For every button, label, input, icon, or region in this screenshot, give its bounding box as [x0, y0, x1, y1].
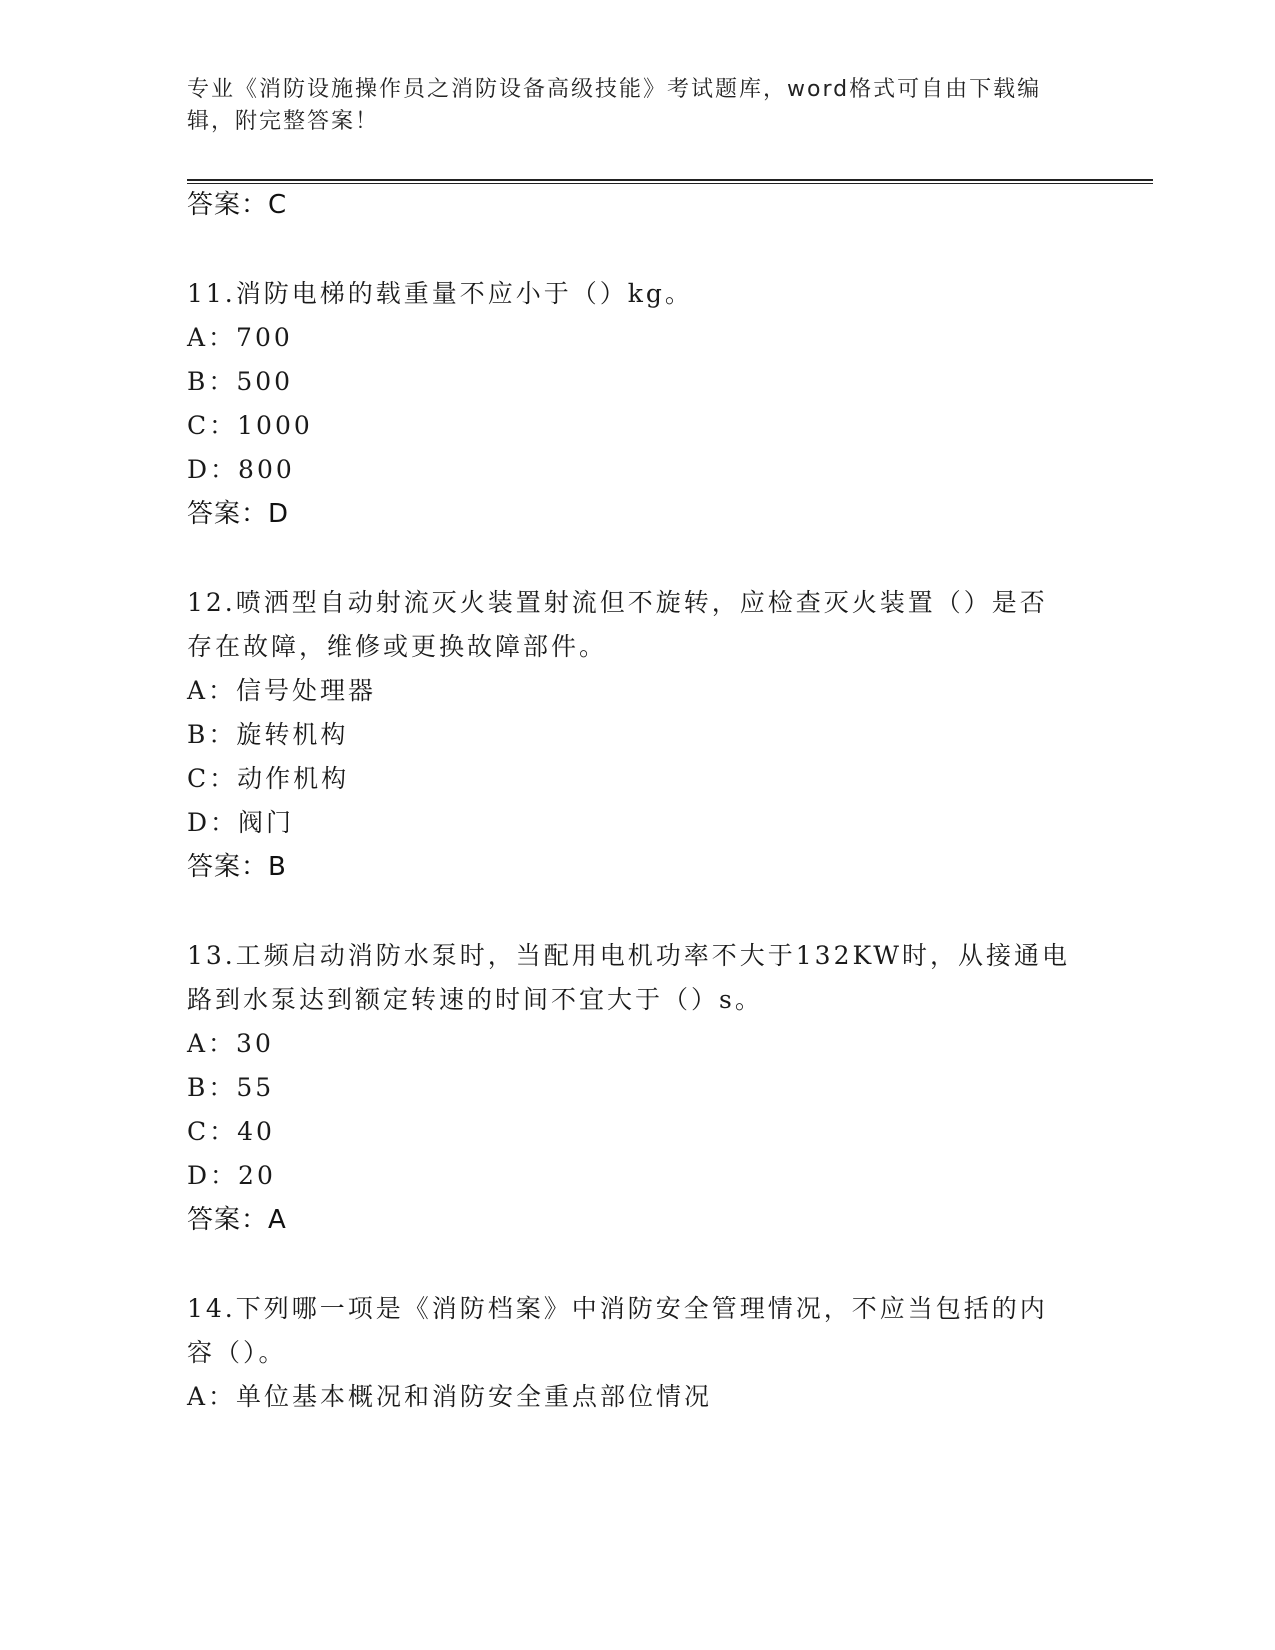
question-11-text: 11.消防电梯的载重量不应小于（）kg。: [187, 279, 693, 308]
question-12-text-line-1: 12.喷洒型自动射流灭火装置射流但不旋转，应检查灭火装置（）是否: [187, 588, 1048, 617]
answer-value: C: [268, 190, 288, 220]
header-rule-thick: [187, 179, 1153, 181]
question-12-option-a: A：信号处理器: [187, 676, 377, 705]
question-13-text-line-1: 13.工频启动消防水泵时，当配用电机功率不大于132KW时，从接通电: [187, 941, 1070, 970]
answer-value: D: [268, 499, 290, 529]
question-13-option-b: B：55: [187, 1073, 275, 1102]
question-11-answer: [187, 499, 289, 529]
answer-label: 答案：: [187, 190, 269, 220]
question-13-option-d: D：20: [187, 1161, 276, 1190]
question-14-text-line-2: 容（）。: [187, 1338, 287, 1367]
question-13-answer: [187, 1205, 287, 1235]
question-13-option-c: C：40: [187, 1117, 275, 1146]
header-rule-thin: [187, 183, 1153, 184]
question-12-option-d: D：阀门: [187, 808, 295, 837]
question-11-option-a: A：700: [187, 323, 293, 352]
answer-value: A: [268, 1205, 287, 1235]
question-11-option-b: B：500: [187, 367, 294, 396]
answer-label: 答案：: [187, 1205, 269, 1235]
question-12-answer: [187, 852, 287, 882]
question-14-option-a: A：单位基本概况和消防安全重点部位情况: [187, 1382, 713, 1411]
question-12-option-b: B：旋转机构: [187, 720, 349, 749]
question-13-text-line-2: 路到水泵达到额定转速的时间不宜大于（）s。: [187, 985, 763, 1014]
answer-prev: [187, 190, 287, 220]
answer-label: 答案：: [187, 499, 269, 529]
question-12-text-line-2: 存在故障，维修或更换故障部件。: [187, 632, 608, 661]
answer-value: B: [268, 852, 287, 882]
question-12-option-c: C：动作机构: [187, 764, 350, 793]
answer-label: 答案：: [187, 852, 269, 882]
document-header: 专业《消防设施操作员之消防设备高级技能》考试题库，word格式可自由下载编辑，附完整答案！: [187, 77, 1042, 134]
question-13-option-a: A：30: [187, 1029, 274, 1058]
question-14-text-line-1: 14.下列哪一项是《消防档案》中消防安全管理情况，不应当包括的内: [187, 1294, 1048, 1323]
question-11-option-c: C：1000: [187, 411, 313, 440]
question-11-option-d: D：800: [187, 455, 295, 484]
